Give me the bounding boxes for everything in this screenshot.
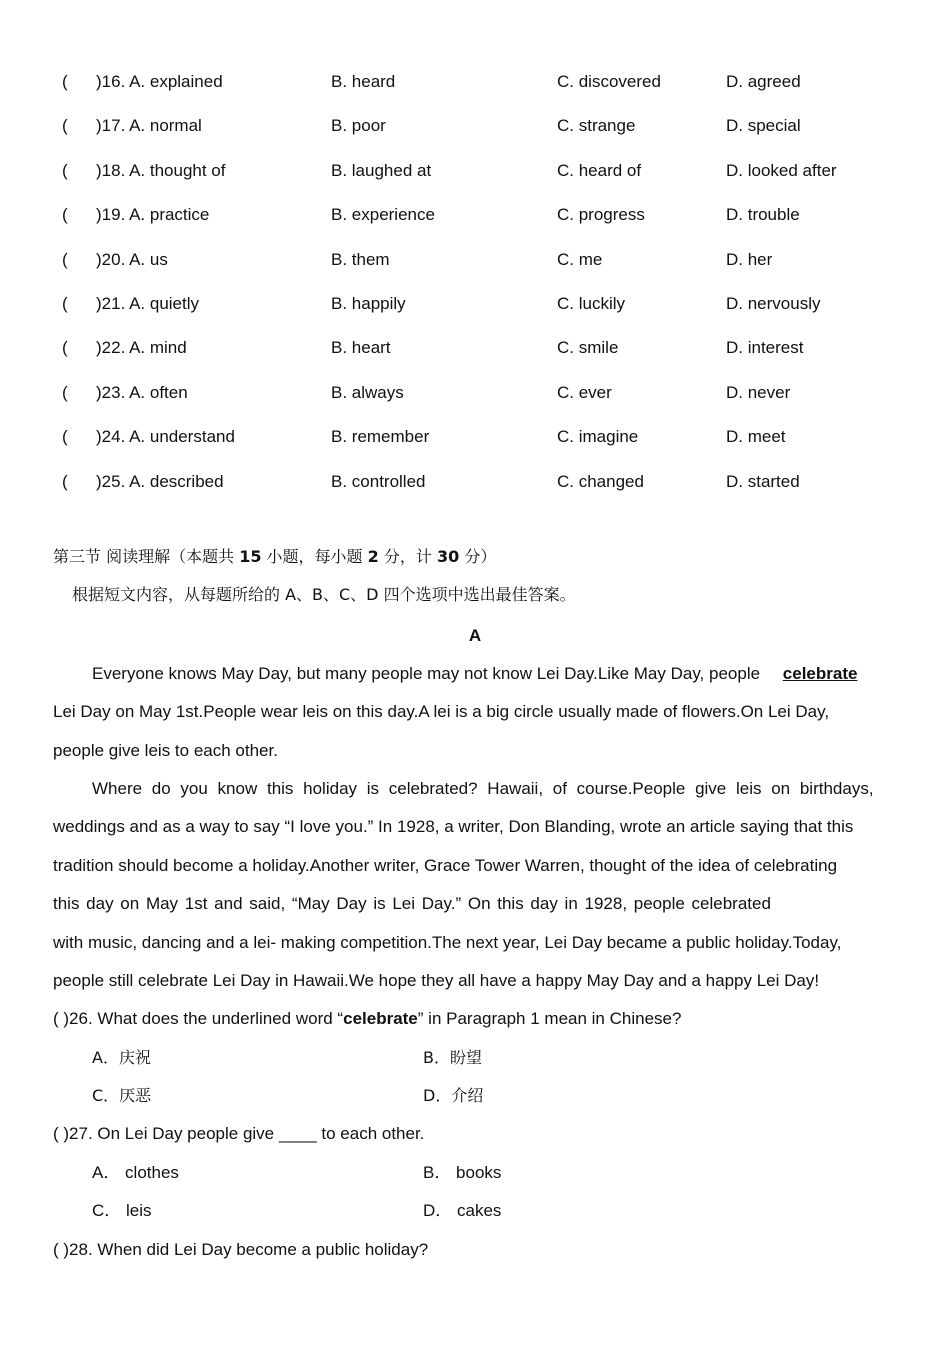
cloze-question-option-a: )17. A. normal: [96, 116, 202, 136]
cloze-option-d: D. never: [726, 382, 791, 402]
cloze-option-c: C. me: [557, 249, 603, 269]
cloze-option-b: B. experience: [331, 205, 435, 225]
question-26: ( )26. What does the underlined word “celebrate” in Paragraph 1 mean in Chinese?: [53, 1009, 682, 1028]
cloze-option-b: B. laughed at: [331, 160, 432, 180]
cloze-paren: (: [62, 382, 68, 402]
q26-option-d: D．介绍: [423, 1086, 484, 1105]
cloze-paren: (: [62, 427, 68, 447]
q26-option-b: B．盼望: [423, 1048, 482, 1067]
q26-option-c: C．厌恶: [92, 1086, 152, 1105]
passage-line-7: this day on May 1st and said, “May Day is Lei Day.” On this day in 1928, people celebrated: [53, 894, 771, 913]
q26-option-a: A．庆祝: [92, 1048, 151, 1067]
passage-line-2: Lei Day on May 1st.People wear leis on this day.A lei is a big circle usually made of flowers.On Lei Day,: [53, 702, 830, 721]
passage-line-4: Where do you know this holiday is celebrated? Hawaii, of course.People give leis on birthdays,: [92, 779, 874, 798]
question-27: ( )27. On Lei Day people give ____ to each other.: [53, 1124, 425, 1143]
cloze-question-row: [0, 292, 950, 316]
cloze-option-c: C. discovered: [557, 72, 661, 91]
cloze-question-row: [0, 70, 950, 94]
underlined-word-celebrate: celebrate: [782, 664, 858, 683]
section-heading: 第三节 阅读理解（本题共 15 小题，每小题 2 分，计 30 分）: [53, 547, 497, 566]
cloze-question-option-a: )21. A. quietly: [96, 294, 200, 313]
passage-line-9: people still celebrate Lei Day in Hawaii.We hope they all have a happy May Day and a happy Lei Day!: [53, 971, 820, 990]
question-26-keyword: celebrate: [343, 1009, 418, 1028]
cloze-option-b: B. always: [331, 382, 404, 402]
cloze-paren: (: [62, 116, 68, 136]
cloze-question-option-a: )19. A. practice: [96, 205, 210, 225]
section-instruction: 根据短文内容，从每题所给的 A、B、C、D 四个选项中选出最佳答案。: [72, 585, 576, 604]
cloze-option-b: B. controlled: [331, 471, 426, 491]
cloze-paren: (: [62, 338, 68, 358]
cloze-option-c: C. ever: [557, 382, 612, 402]
cloze-question-option-a: )24. A. understand: [96, 427, 235, 447]
passage-line-6: tradition should become a holiday.Another writer, Grace Tower Warren, thought of the idea of celebrating: [53, 856, 838, 875]
cloze-question-option-a: )23. A. often: [96, 382, 188, 402]
cloze-question-option-a: )25. A. described: [96, 471, 224, 491]
passage-line-3: people give leis to each other.: [53, 741, 278, 760]
cloze-question-row: [0, 203, 950, 227]
cloze-option-d: D. looked after: [726, 160, 837, 180]
cloze-paren: (: [62, 471, 68, 491]
cloze-paren: (: [62, 160, 68, 180]
question-28: ( )28. When did Lei Day become a public holiday?: [53, 1240, 429, 1259]
cloze-option-d: D. trouble: [726, 205, 800, 225]
passage-letter: A: [468, 626, 482, 645]
cloze-question-option-a: )18. A. thought of: [96, 160, 226, 180]
cloze-option-b: B. remember: [331, 427, 430, 447]
cloze-paren: (: [62, 249, 68, 269]
cloze-option-d: D. meet: [726, 427, 786, 447]
cloze-option-c: C. changed: [557, 471, 644, 491]
q27-option-c: C． leis: [92, 1201, 152, 1220]
cloze-question-row: [0, 159, 950, 183]
passage-line-8: with music, dancing and a lei- making competition.The next year, Lei Day became a public holiday.Today,: [53, 933, 842, 952]
cloze-question-row: [0, 114, 950, 138]
cloze-option-d: D. interest: [726, 338, 804, 358]
cloze-paren: (: [62, 205, 68, 225]
cloze-option-c: C. luckily: [557, 294, 626, 313]
cloze-option-d: D. started: [726, 471, 800, 491]
q27-option-a: A． clothes: [92, 1163, 179, 1182]
cloze-option-c: C. strange: [557, 116, 636, 136]
passage-line-1: Everyone knows May Day, but many people may not know Lei Day.Like May Day, people celebrate: [92, 664, 858, 683]
cloze-question-option-a: )16. A. explained: [96, 72, 223, 91]
cloze-question-option-a: )22. A. mind: [96, 338, 187, 358]
cloze-paren: (: [62, 294, 68, 313]
cloze-question-row: [0, 470, 950, 494]
cloze-option-d: D. special: [726, 116, 801, 136]
cloze-option-c: C. imagine: [557, 427, 639, 447]
cloze-option-b: B. them: [331, 249, 390, 269]
cloze-option-b: B. happily: [331, 294, 406, 313]
cloze-option-c: C. progress: [557, 205, 645, 225]
cloze-option-b: B. heart: [331, 338, 391, 358]
cloze-question-row: [0, 336, 950, 360]
cloze-question-row: [0, 381, 950, 405]
cloze-option-b: B. poor: [331, 116, 386, 136]
cloze-question-option-a: )20. A. us: [96, 249, 168, 269]
cloze-question-row: [0, 425, 950, 449]
cloze-option-c: C. smile: [557, 338, 619, 358]
cloze-question-row: [0, 248, 950, 272]
cloze-paren: (: [62, 72, 68, 91]
cloze-option-d: D. nervously: [726, 294, 821, 313]
q27-option-b: B． books: [423, 1163, 502, 1182]
cloze-option-d: D. her: [726, 249, 773, 269]
cloze-option-c: C. heard of: [557, 160, 642, 180]
passage-line-5: weddings and as a way to say “I love you.” In 1928, a writer, Don Blanding, wrote an article saying that this: [53, 817, 854, 836]
cloze-option-b: B. heard: [331, 72, 396, 91]
q27-option-d: D． cakes: [423, 1201, 502, 1220]
cloze-option-d: D. agreed: [726, 72, 801, 91]
